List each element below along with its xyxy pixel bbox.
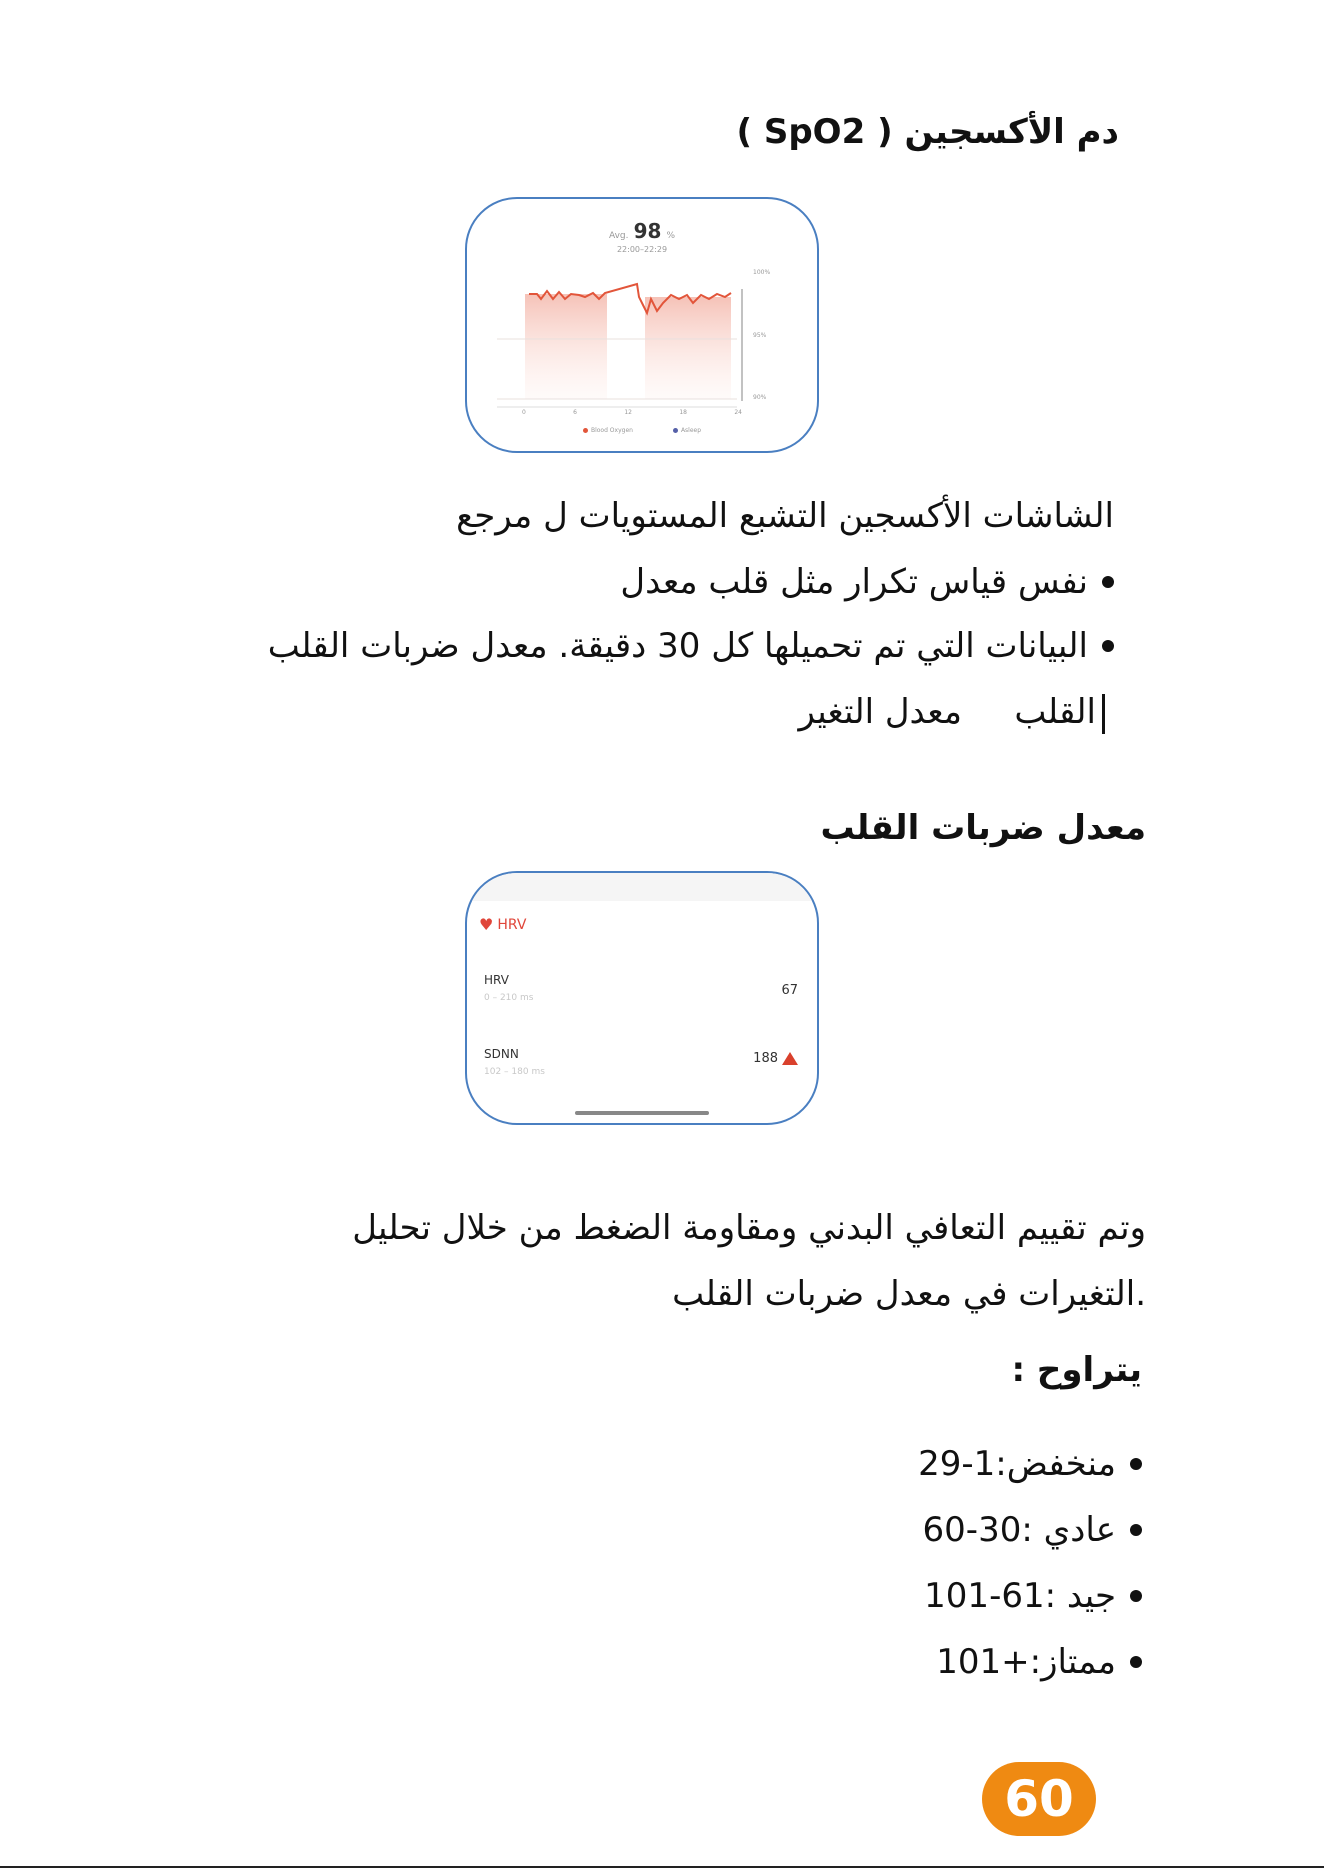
hrv-row-range: 0 – 210 ms [484,993,534,1003]
spo2-bullet [620,562,1114,602]
range-text: ممتاز:+101 [936,1642,1116,1682]
y-tick: 95% [753,332,767,339]
sdnn-row-label: SDNN [484,1047,519,1061]
y-tick: 90% [753,394,767,401]
bullet-text: البيانات التي تم تحميلها كل 30 دقيقة. معدل ضربات القلب [267,626,1088,666]
range-item [936,1642,1142,1682]
sdnn-row [484,1047,802,1077]
bullet-dot [1130,1656,1142,1668]
x-tick: 24 [734,409,742,416]
bullet-dot [1102,576,1114,588]
sdnn-row-range: 102 – 180 ms [484,1067,545,1077]
range-text: منخفض:1-29 [918,1444,1116,1484]
watch-top-bar [467,873,817,901]
y-tick: 100% [753,269,771,276]
avg-value: 98 [633,219,662,243]
hrv-row-label: HRV [484,973,509,987]
spo2-heading: دم الأكسجين ( SpO2 ) [736,112,1119,152]
sdnn-row-value: 188 [753,1051,778,1066]
avg-label: Avg. [608,231,629,241]
heart-icon: ♥ [479,915,494,934]
hrv-paragraph-line2: .التغيرات في معدل ضربات القلب [672,1274,1146,1314]
spo2-line3-a: القلب [1014,692,1096,732]
range-text: جيد :61-101 [924,1576,1116,1616]
range-text: عادي :30-60 [922,1510,1116,1550]
range-heading: يتراوح : [1011,1350,1142,1390]
spo2-line3-b: معدل التغير [798,692,962,732]
range-item [923,1510,1142,1550]
page-number: 60 [1004,1770,1074,1828]
x-tick: 18 [679,409,687,416]
hrv-heading: معدل ضربات القلب [820,808,1146,848]
chart-legend [467,427,817,434]
hrv-title-row [479,917,526,933]
bullet-dot [1130,1458,1142,1470]
legend-label: Asleep [680,427,702,434]
bullet-dot [1130,1590,1142,1602]
legend-label: Blood Oxygen [590,427,633,434]
hrv-row-value: 67 [781,983,798,998]
spo2-description: الشاشات الأكسجين التشبع المستويات ل مرجع [456,496,1114,536]
time-range: 22:00–22:29 [616,245,668,254]
warning-triangle-icon [782,1052,798,1065]
bullet-dot [1130,1524,1142,1536]
spo2-watch-screenshot [465,197,819,453]
bullet-text: نفس قياس تكرار مثل قلب معدل [620,562,1088,602]
legend-swatch-blood-oxygen [583,428,588,433]
home-indicator [575,1111,709,1115]
x-axis-ticks [522,409,742,416]
bullet-dot [1102,640,1114,652]
footer-divider [0,1866,1324,1868]
x-tick: 0 [522,409,526,416]
text-cursor [1102,694,1105,734]
x-tick: 6 [573,409,577,416]
page-number-badge [982,1762,1096,1836]
spo2-bullet [268,626,1114,666]
hrv-title: HRV [497,917,527,933]
avg-unit: % [666,231,676,241]
hrv-paragraph-line1: وتم تقييم التعافي البدني ومقاومة الضغط من خلال تحليل [352,1208,1146,1248]
x-tick: 12 [624,409,632,416]
hrv-row [484,973,802,1003]
range-item [924,1576,1142,1616]
legend-swatch-asleep [673,428,678,433]
range-item [918,1444,1142,1484]
hrv-watch-screenshot [465,871,819,1125]
